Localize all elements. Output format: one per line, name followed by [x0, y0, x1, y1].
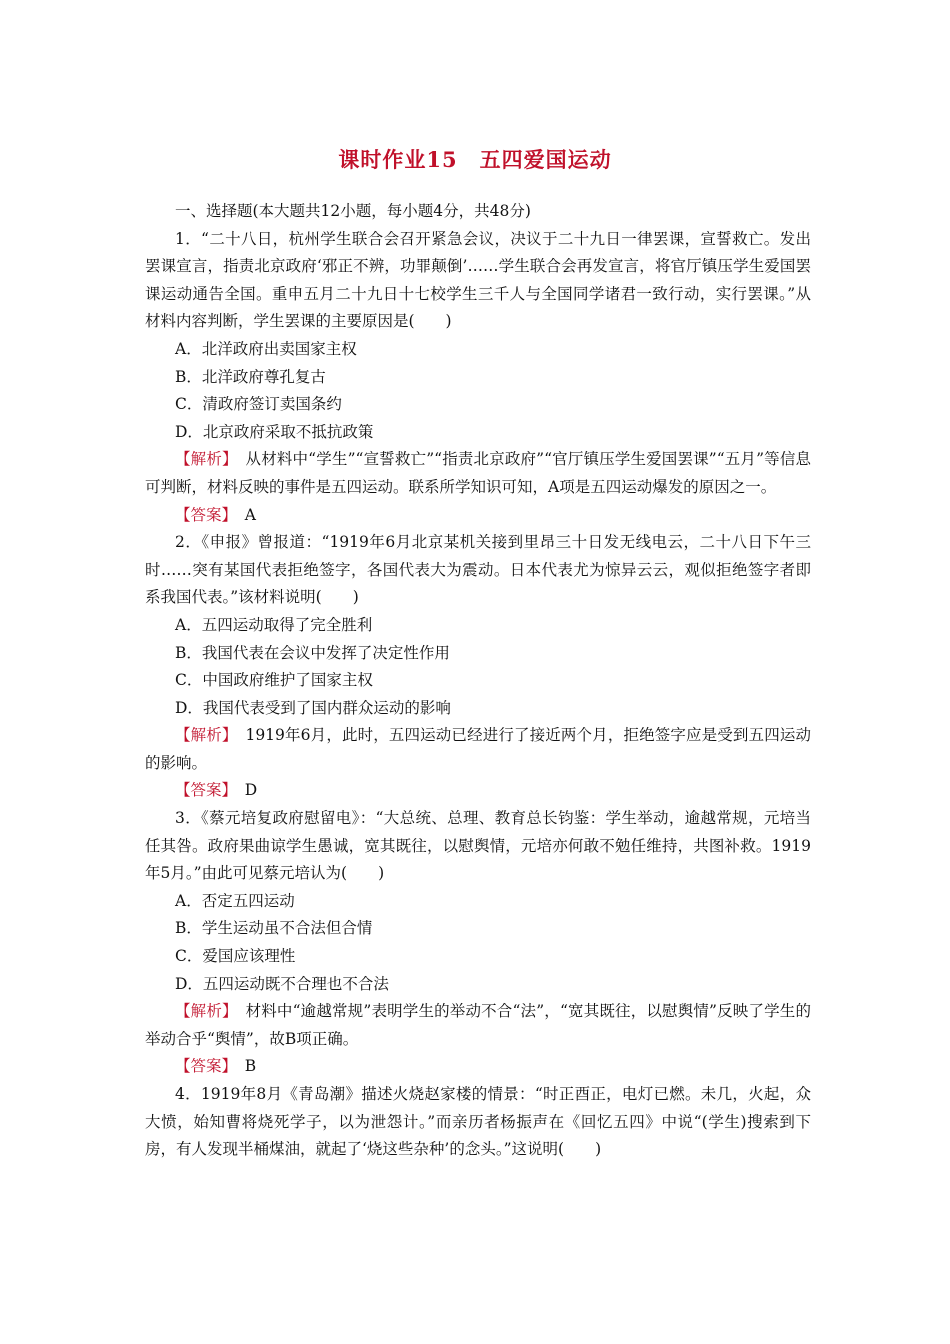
- option-b: B．学生运动虽不合法但合情: [175, 919, 373, 938]
- option-c: C．中国政府维护了国家主权: [175, 671, 373, 690]
- option-c: C．爱国应该理性: [175, 947, 296, 966]
- option-a: A．北洋政府出卖国家主权: [175, 339, 357, 358]
- answer-label: 【答案】: [175, 1057, 230, 1076]
- analysis: [145, 998, 811, 1053]
- option-b: B．北洋政府尊孔复古: [175, 367, 326, 386]
- answer-value: B: [229, 1057, 257, 1076]
- option-a: A．否定五四运动: [175, 891, 295, 910]
- analysis: [145, 446, 811, 501]
- question-stem: 4．1919年8月《青岛潮》描述火烧赵家楼的情景：“时正酉正，电灯已燃。未几，火起，众大愤，始知曹将烧死学子，以为泄怨计。”而亲历者杨振声在《回忆五四》中说“(学生)搜索到下房，有人发现半桶煤油，就起了‘烧这些杂种’的念头。”这说明( ): [145, 1085, 811, 1159]
- answer-value: D: [229, 781, 258, 800]
- analysis-text: 材料中“逾越常规”表明学生的举动不合“法”，“宽其既往，以慰舆情”反映了学生的举动合乎“舆情”，故B项正确。: [145, 1002, 811, 1048]
- answer: [145, 1053, 811, 1081]
- section-heading: 一、选择题(本大题共12小题，每小题4分，共48分): [175, 202, 531, 220]
- analysis-label: 【解析】: [175, 1002, 230, 1021]
- option-b: B．我国代表在会议中发挥了决定性作用: [175, 643, 450, 662]
- answer-label: 【答案】: [175, 781, 230, 800]
- document-body: [145, 198, 811, 1164]
- analysis-text: 从材料中“学生”“宣誓救亡”“指责北京政府”“官厅镇压学生爱国罢课”“五月”等信息可判断，材料反映的事件是五四运动。联系所学知识可知，A项是五四运动爆发的原因之一。: [145, 450, 811, 496]
- option-d: D．五四运动既不合理也不合法: [175, 974, 389, 993]
- answer-label: 【答案】: [175, 505, 230, 524]
- page-title: 课时作业15 五四爱国运动: [338, 147, 612, 172]
- question-2: [145, 529, 811, 805]
- option-d: D．北京政府采取不抵抗政策: [175, 422, 374, 441]
- question-stem: 2．《申报》曾报道：“1919年6月北京某机关接到里昂三十日发无线电云，二十八日下午三时……突有某国代表拒绝签字，各国代表大为震动。日本代表尤为惊异云云，观似拒绝签字者即系我国代表。”该材料说明( ): [145, 533, 811, 607]
- analysis-text: 1919年6月，此时，五四运动已经进行了接近两个月，拒绝签字应是受到五四运动的影响。: [145, 726, 811, 772]
- question-stem: 1．“二十八日，杭州学生联合会召开紧急会议，决议于二十九日一律罢课，宣誓救亡。发出罢课宣言，指责北京政府‘邪正不辨，功罪颠倒’……学生联合会再发宣言，将官厅镇压学生爱国罢课运动通告全国。重申五月二十九日十七校学生三千人与全国同学诸君一致行动，实行罢课。”从材料内容判断，学生罢课的主要原因是( ): [145, 229, 811, 331]
- question-3: [145, 805, 811, 1081]
- question-stem: 3．《蔡元培复政府慰留电》：“大总统、总理、教育总长钧鉴：学生举动，逾越常规，元培当任其咎。政府果曲谅学生愚诚，宽其既往，以慰舆情，元培亦何敢不勉任维持，共图补救。1919年5月。”由此可见蔡元培认为( ): [145, 809, 811, 883]
- analysis: [145, 722, 811, 777]
- option-d: D．我国代表受到了国内群众运动的影响: [175, 698, 451, 717]
- answer: [145, 502, 811, 530]
- answer-value: A: [229, 505, 256, 524]
- analysis-label: 【解析】: [175, 726, 230, 745]
- option-a: A．五四运动取得了完全胜利: [175, 615, 373, 634]
- answer: [145, 777, 811, 805]
- question-1: [145, 226, 811, 530]
- analysis-label: 【解析】: [175, 450, 230, 469]
- question-4: [145, 1081, 811, 1164]
- option-c: C．清政府签订卖国条约: [175, 395, 342, 414]
